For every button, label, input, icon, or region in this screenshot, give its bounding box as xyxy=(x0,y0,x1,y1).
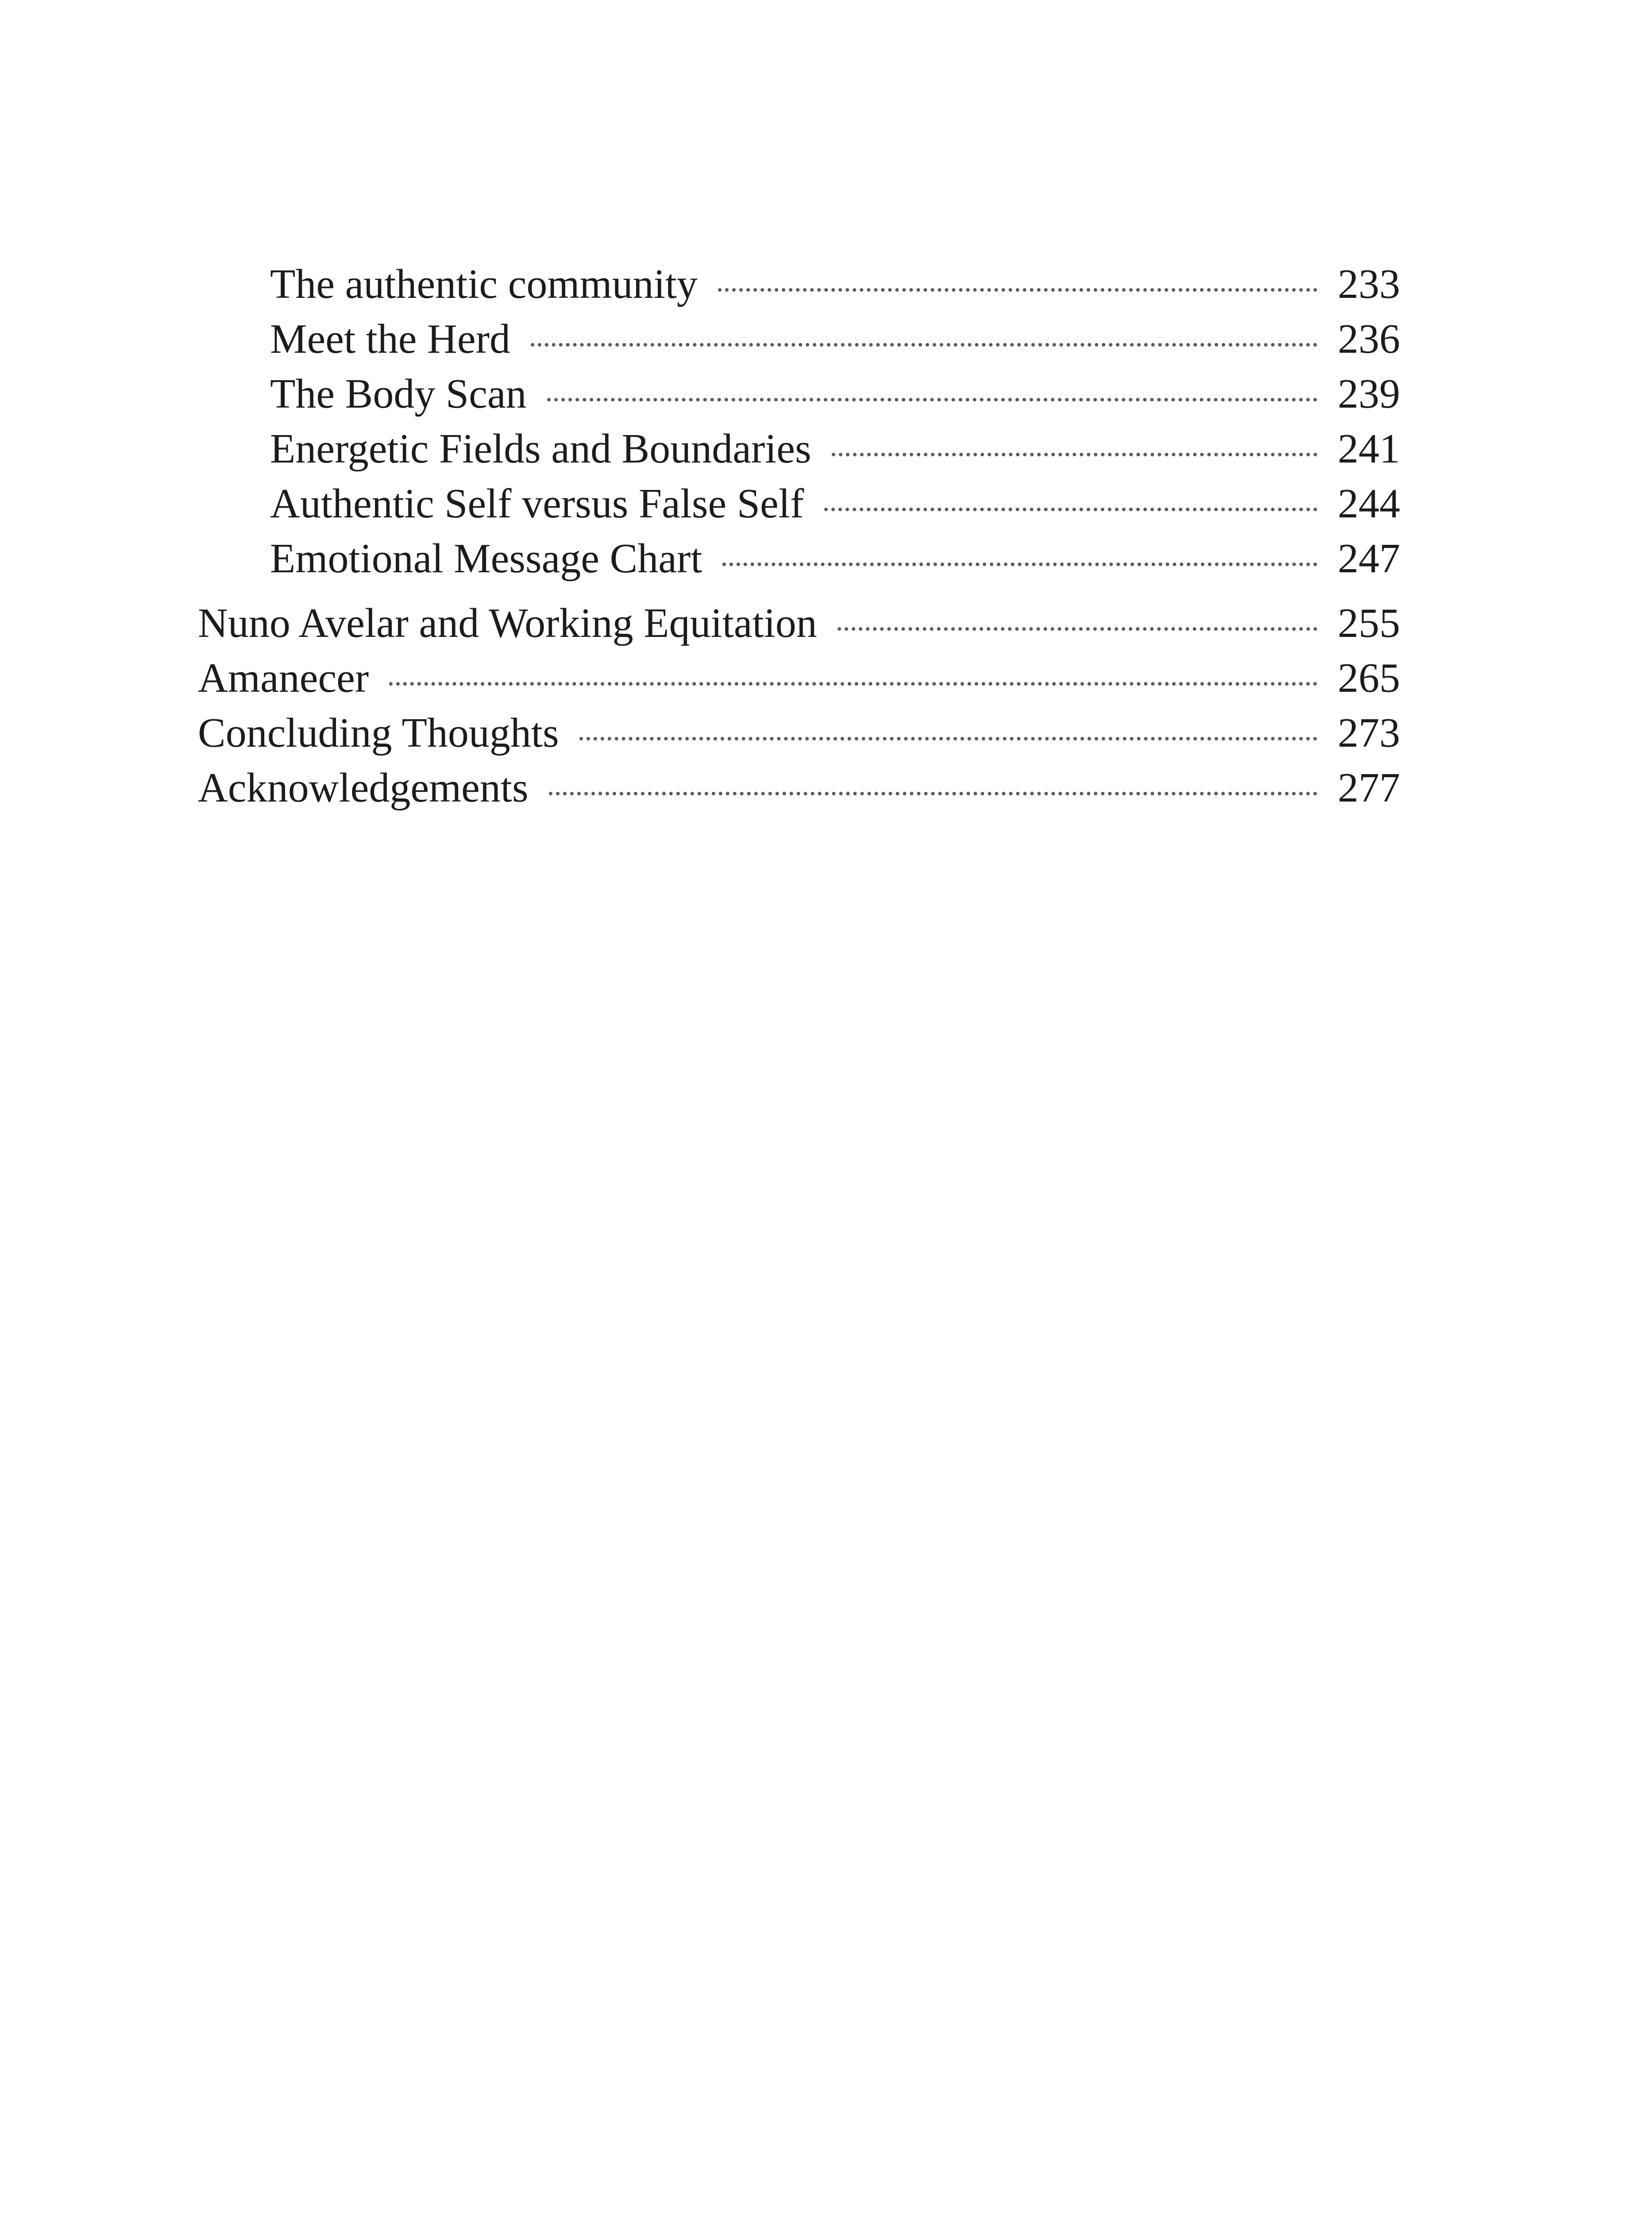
dot-leader xyxy=(547,398,1317,401)
toc-entry[interactable] xyxy=(198,651,1400,706)
dot-leader xyxy=(389,682,1317,686)
toc-entry[interactable] xyxy=(198,596,1400,651)
toc-entry-page: 236 xyxy=(1338,316,1400,362)
dot-leader xyxy=(579,737,1317,740)
toc-entry[interactable] xyxy=(198,760,1400,815)
toc-entry[interactable] xyxy=(198,257,1400,312)
toc-entry-page: 239 xyxy=(1338,371,1400,417)
table-of-contents xyxy=(198,257,1400,815)
toc-entry-title: The authentic community xyxy=(270,261,698,307)
toc-entry-title: Nuno Avelar and Working Equitation xyxy=(198,600,817,646)
toc-entry[interactable] xyxy=(198,312,1400,366)
toc-entry-title: Emotional Message Chart xyxy=(270,536,702,582)
toc-entry-page: 247 xyxy=(1338,536,1400,582)
toc-entry-page: 241 xyxy=(1338,426,1400,472)
toc-entry-title: Meet the Herd xyxy=(270,316,510,362)
toc-entry[interactable] xyxy=(198,476,1400,531)
toc-entry-title: Amanecer xyxy=(198,655,369,701)
toc-entry-page: 244 xyxy=(1338,481,1400,527)
toc-entry-title: The Body Scan xyxy=(270,371,527,417)
dot-leader xyxy=(531,343,1317,347)
toc-entry[interactable] xyxy=(198,366,1400,421)
toc-entry-page: 277 xyxy=(1338,765,1400,811)
dot-leader xyxy=(824,508,1317,511)
toc-entry-page: 273 xyxy=(1338,710,1400,756)
dot-leader xyxy=(722,563,1317,566)
toc-entry[interactable] xyxy=(198,421,1400,476)
toc-entry-page: 265 xyxy=(1338,655,1400,701)
dot-leader xyxy=(832,453,1317,456)
dot-leader xyxy=(718,288,1317,292)
toc-entry[interactable] xyxy=(198,706,1400,760)
toc-entry-page: 255 xyxy=(1338,600,1400,646)
toc-entry-title: Acknowledgements xyxy=(198,765,529,811)
dot-leader xyxy=(838,627,1317,631)
toc-entry-title: Concluding Thoughts xyxy=(198,710,559,756)
toc-entry-title: Authentic Self versus False Self xyxy=(270,481,804,527)
toc-entry-title: Energetic Fields and Boundaries xyxy=(270,426,811,472)
toc-entry-page: 233 xyxy=(1338,261,1400,307)
toc-entry[interactable] xyxy=(198,531,1400,586)
dot-leader xyxy=(549,792,1317,795)
